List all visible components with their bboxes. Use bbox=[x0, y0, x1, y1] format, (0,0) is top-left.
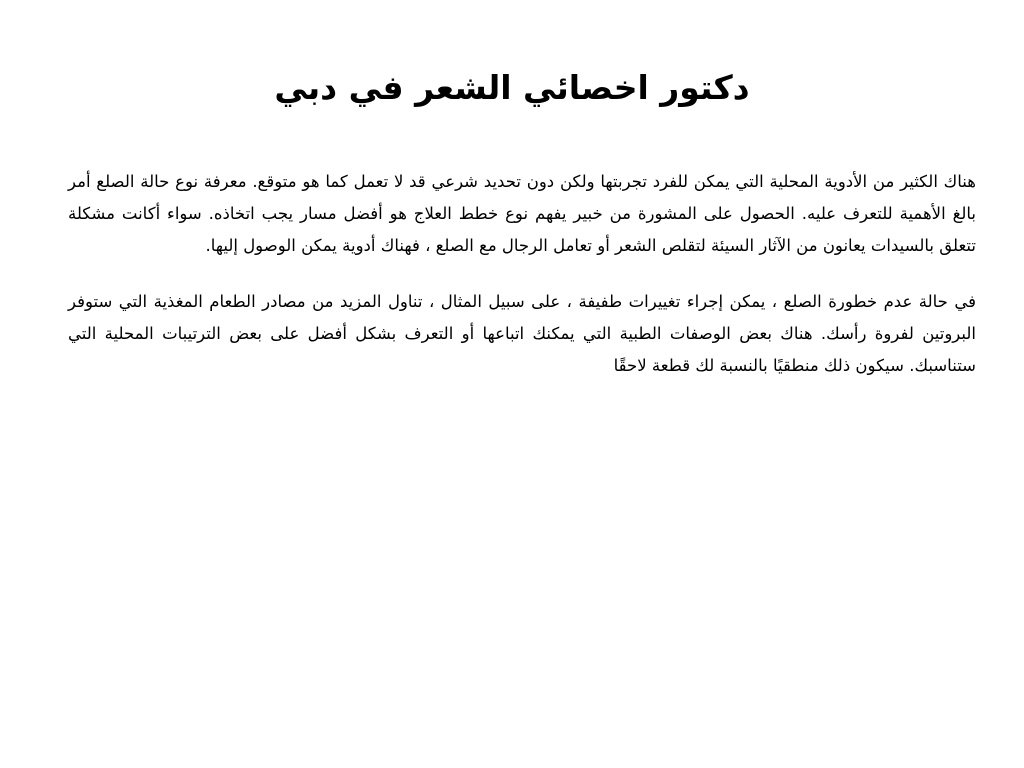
body-paragraph-1: هناك الكثير من الأدوية المحلية التي يمكن للفرد تجربتها ولكن دون تحديد شرعي قد لا تعمل كما هو متوقع. معرفة نوع حالة الصلع أمر بالغ الأهمية للتعرف عليه. الحصول على المشورة من خبير يفهم نوع خطط العلاج هو أفضل مسار يجب اتخاذه. سواء أكانت مشكلة تتعلق بالسيدات يعانون من الآثار السيئة لتقلص الشعر أو تعامل الرجال مع الصلع ، فهناك أدوية يمكن الوصول إليها. bbox=[68, 172, 976, 255]
slide-body bbox=[68, 166, 976, 406]
body-paragraph-2: في حالة عدم خطورة الصلع ، يمكن إجراء تغييرات طفيفة ، على سبيل المثال ، تناول المزيد من مصادر الطعام المغذية التي ستوفر البروتين لفروة رأسك. هناك بعض الوصفات الطبية التي يمكنك اتباعها أو التعرف بشكل أفضل على بعض الترتيبات المحلية التي ستناسبك. سيكون ذلك منطقيًا بالنسبة لك قطعة لاحقًا bbox=[68, 292, 976, 375]
slide-title: دكتور اخصائي الشعر في دبي bbox=[274, 68, 750, 107]
